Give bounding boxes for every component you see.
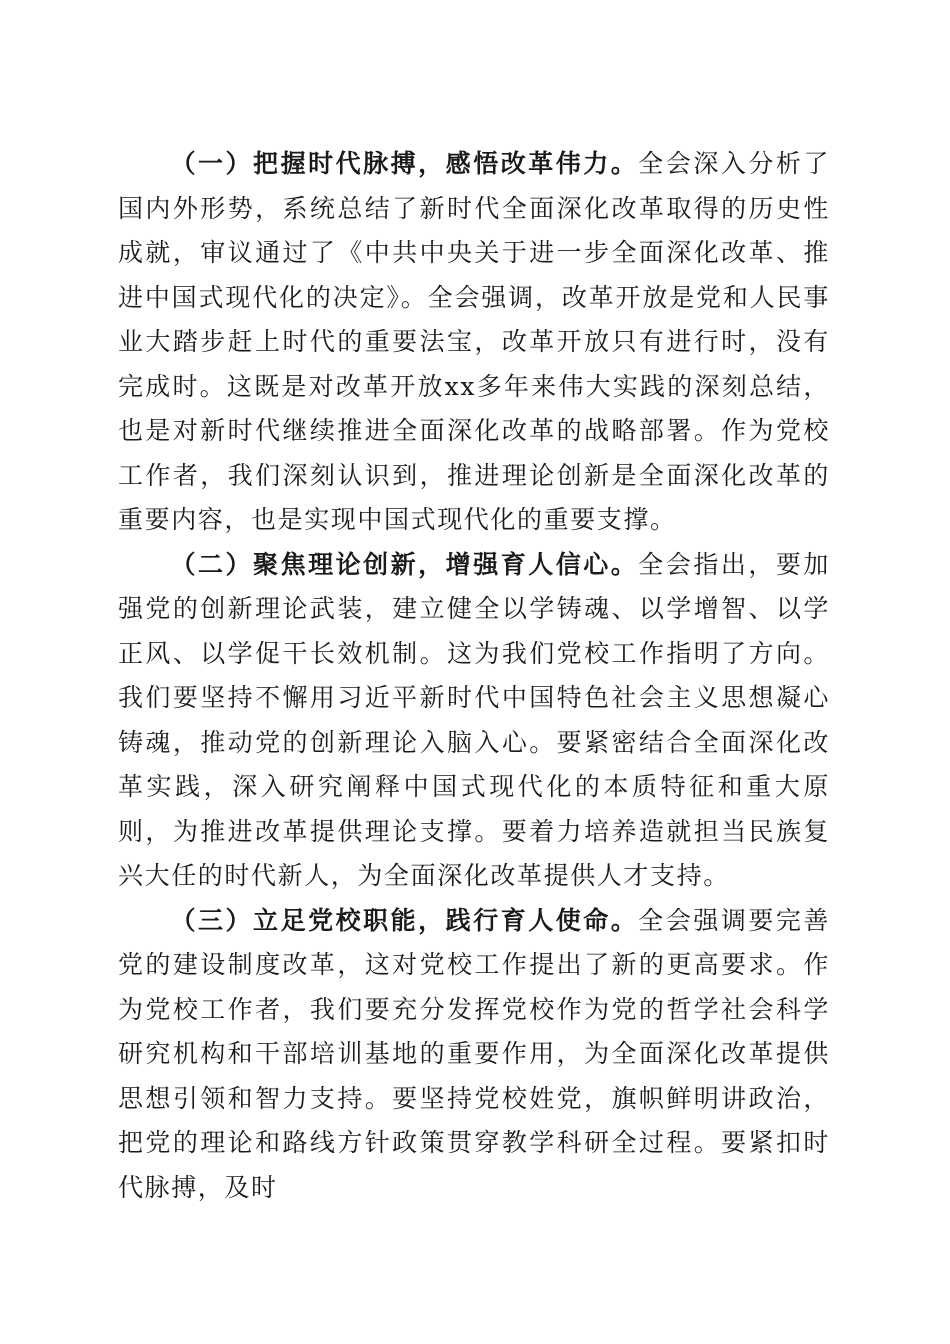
paragraph-2-heading: （二）聚焦理论创新，增强育人信心。 [170, 549, 639, 579]
paragraph-1 [118, 142, 830, 543]
paragraph-3 [118, 899, 830, 1211]
paragraph-3-heading: （三）立足党校职能，践行育人使命。 [170, 905, 639, 935]
paragraph-2 [118, 543, 830, 899]
paragraph-2-body: 全会指出，要加强党的创新理论武装，建立健全以学铸魂、以学增智、以学正风、以学促干长效机制。这为我们党校工作指明了方向。我们要坚持不懈用习近平新时代中国特色社会主义思想凝心铸魂，推动党的创新理论入脑入心。要紧密结合全面深化改革实践，深入研究阐释中国式现代化的本质特征和重大原则，为推进改革提供理论支撑。要着力培养造就担当民族复兴大任的时代新人，为全面深化改革提供人才支持。 [118, 549, 831, 890]
paragraph-3-body: 全会强调要完善党的建设制度改革，这对党校工作提出了新的更高要求。作为党校工作者，我们要充分发挥党校作为党的哲学社会科学研究机构和干部培训基地的重要作用，为全面深化改革提供思想引领和智力支持。要坚持党校姓党，旗帜鲜明讲政治，把党的理论和路线方针政策贯穿教学科研全过程。要紧扣时代脉搏，及时 [118, 905, 831, 1202]
paragraph-1-heading: （一）把握时代脉搏，感悟改革伟力。 [170, 149, 639, 178]
document-page [118, 142, 830, 1210]
paragraph-1-body: 全会深入分析了国内外形势，系统总结了新时代全面深化改革取得的历史性成就，审议通过了《中共中央关于进一步全面深化改革、推进中国式现代化的决定》。全会强调，改革开放是党和人民事业大踏步赶上时代的重要法宝，改革开放只有进行时，没有完成时。这既是对改革开放xx多年来伟大实践的深刻总结，也是对新时代继续推进全面深化改革的战略部署。作为党校工作者，我们深刻认识到，推进理论创新是全面深化改革的重要内容，也是实现中国式现代化的重要支撑。 [118, 149, 831, 534]
